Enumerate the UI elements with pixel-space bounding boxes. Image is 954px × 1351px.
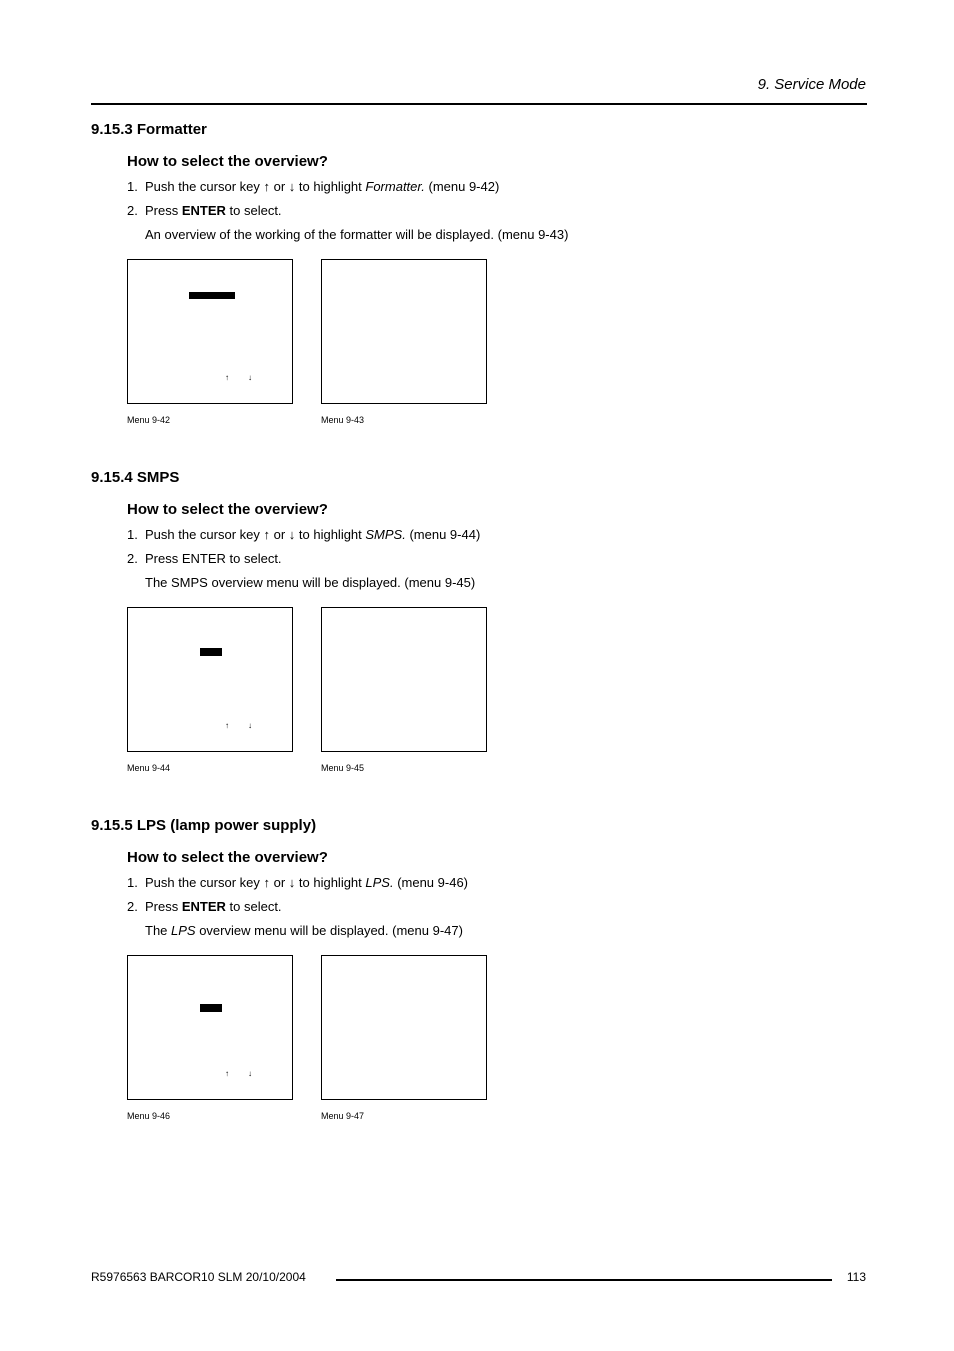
- step-number: 2.: [127, 899, 138, 914]
- menu-caption: Menu 9-46: [127, 1111, 171, 1121]
- step-text-tail: (menu 9-46): [393, 875, 468, 890]
- menu-screen-left: [127, 955, 293, 1100]
- menu-caption: Menu 9-42: [127, 415, 171, 425]
- step-emphasis: Formatter.: [365, 179, 425, 194]
- menu-caption: Menu 9-45: [321, 763, 365, 773]
- menu-caption: Menu 9-43: [321, 415, 365, 425]
- step-1: [127, 527, 480, 543]
- up-arrow-icon: ↑: [225, 373, 229, 382]
- step-text: Press: [145, 899, 182, 914]
- step-text: Push the cursor key ↑ or ↓ to highlight: [145, 875, 366, 890]
- step-note: [145, 227, 568, 243]
- step-emphasis: LPS.: [365, 875, 394, 890]
- step-text: Push the cursor key ↑ or ↓ to highlight: [145, 179, 366, 194]
- section-lps: [91, 817, 867, 938]
- step-2: [127, 899, 282, 915]
- note-emphasis: LPS: [171, 923, 196, 938]
- down-arrow-icon: ↓: [248, 721, 252, 730]
- step-text-tail: to select.: [225, 899, 282, 914]
- menu-screen-right: [321, 607, 487, 752]
- menu-caption: Menu 9-47: [321, 1111, 365, 1121]
- note-text-tail: overview menu will be displayed. (menu 9-47): [195, 923, 463, 938]
- highlight-bar: [189, 292, 235, 299]
- up-arrow-icon: ↑: [225, 1069, 229, 1078]
- step-text: Press: [145, 203, 182, 218]
- step-2: [127, 551, 282, 567]
- highlight-bar: [200, 1004, 222, 1012]
- menu-screen-right: [321, 955, 487, 1100]
- step-strong: ENTER: [181, 899, 226, 914]
- note-text: The SMPS overview menu will be displayed. (menu 9-45): [145, 575, 476, 590]
- step-strong: ENTER: [181, 203, 226, 218]
- header-rule: [91, 103, 867, 105]
- section-heading: 9.15.3 Formatter: [91, 121, 207, 138]
- footer-document-id: R5976563 BARCOR10 SLM 20/10/2004: [91, 1270, 306, 1284]
- down-arrow-icon: ↓: [248, 1069, 252, 1078]
- step-text: Press ENTER to select.: [145, 551, 282, 566]
- up-arrow-icon: ↑: [225, 721, 229, 730]
- step-number: 2.: [127, 551, 138, 566]
- note-text: The: [145, 923, 172, 938]
- step-note: [145, 575, 475, 591]
- running-header: 9. Service Mode: [757, 76, 866, 93]
- section-subheading: How to select the overview?: [127, 501, 328, 518]
- section-formatter: [91, 121, 867, 242]
- section-heading: 9.15.5 LPS (lamp power supply): [91, 817, 317, 834]
- menu-screen-left: [127, 607, 293, 752]
- section-subheading: How to select the overview?: [127, 153, 328, 170]
- page-number: 113: [846, 1270, 866, 1284]
- step-emphasis: SMPS.: [365, 527, 406, 542]
- step-text-tail: to select.: [225, 203, 282, 218]
- step-number: 2.: [127, 203, 138, 218]
- step-text-tail: (menu 9-44): [405, 527, 481, 542]
- step-text-tail: (menu 9-42): [424, 179, 500, 194]
- step-1: [127, 179, 499, 195]
- section-subheading: How to select the overview?: [127, 849, 328, 866]
- step-number: 1.: [127, 527, 138, 542]
- step-1: [127, 875, 468, 891]
- menu-screen-right: [321, 259, 487, 404]
- step-number: 1.: [127, 179, 138, 194]
- menu-screen-left: [127, 259, 293, 404]
- menu-caption: Menu 9-44: [127, 763, 171, 773]
- highlight-bar: [200, 648, 222, 656]
- section-heading: 9.15.4 SMPS: [91, 469, 180, 486]
- footer-rule: [336, 1279, 832, 1281]
- step-text: Push the cursor key ↑ or ↓ to highlight: [145, 527, 366, 542]
- step-note: [145, 923, 463, 939]
- note-text: An overview of the working of the formatter will be displayed. (menu 9-43): [145, 227, 569, 242]
- step-2: [127, 203, 282, 219]
- down-arrow-icon: ↓: [248, 373, 252, 382]
- section-smps: [91, 469, 867, 590]
- step-number: 1.: [127, 875, 138, 890]
